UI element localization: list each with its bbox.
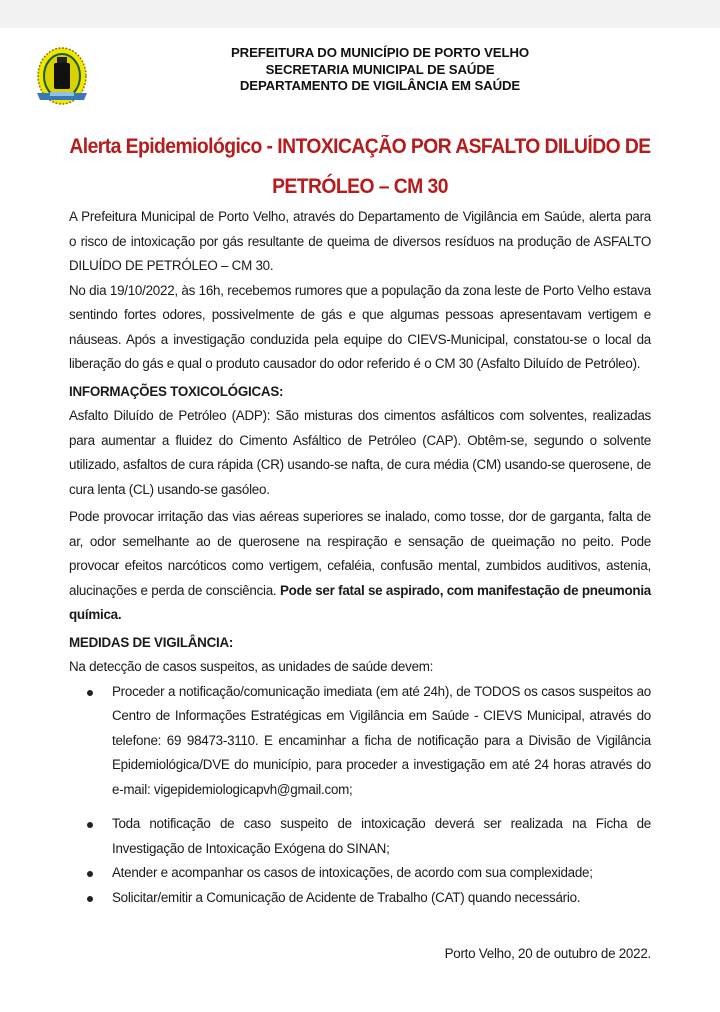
effects-text: Pode provocar irritação das vias aéreas superiores se inalado, como tosse, dor de garganta, falta de ar, odor semelhante ao de querosene na respiração e sensação de queimação no peito. Pode provocar efeitos narcóticos como vertigem, cefaléia, confusão mental, zumbidos auditivos, astenia, alucinações e perda de consciência. — [69, 509, 651, 598]
bullet-icon — [87, 822, 93, 828]
toxicology-heading: INFORMAÇÕES TOXICOLÓGICAS: — [69, 383, 284, 399]
signature-date: Porto Velho, 20 de outubro de 2022. — [444, 946, 651, 961]
title-line-2: PETRÓLEO – CM 30 — [272, 175, 448, 198]
list-item — [69, 861, 651, 886]
alert-title — [66, 127, 655, 207]
bullet-icon — [87, 896, 93, 902]
intro-paragraph: A Prefeitura Municipal de Porto Velho, através do Departamento de Vigilância em Saúde, alerta para o risco de intoxicação por gás resultante de queima de diversos resíduos na produção de ASFALTO DILUÍDO DE PETRÓLEO – CM 30. — [69, 209, 651, 273]
fatal-warning: Pode ser fatal se aspirado, com manifestação de pneumonia química. — [69, 582, 651, 622]
logo-shield — [54, 63, 70, 89]
coat-of-arms-icon — [34, 46, 90, 110]
event-paragraph: No dia 19/10/2022, às 16h, recebemos rumores que a população da zona leste de Porto Velho estava sentindo fortes odores, possivelmente de gás e que algumas pessoas apresentavam vertigem e náuseas. Após a investigação conduzida pela equipe do CIEVS-Municipal, constatou-se o local da liberação do gás e qual o produto causador do odor referido é o CM 30 (Asfalto Diluído de Petróleo). — [69, 282, 651, 371]
list-item-text: Solicitar/emitir a Comunicação de Acidente de Trabalho (CAT) quando necessário. — [112, 889, 581, 905]
list-item-text: Atender e acompanhar os casos de intoxicações, de acordo com sua complexidade; — [112, 865, 593, 880]
bullet-icon — [87, 690, 93, 696]
document-header — [160, 45, 600, 95]
surveillance-list — [69, 680, 651, 911]
header-line-prefeitura: PREFEITURA DO MUNICÍPIO DE PORTO VELHO — [230, 45, 530, 60]
header-line-departamento: DEPARTAMENTO DE VIGILÂNCIA EM SAÚDE — [239, 78, 521, 93]
list-item — [69, 680, 651, 803]
list-item-text: Proceder a notificação/comunicação imediata (em até 24h), de TODOS os casos suspeitos ao Centro de Informações Estratégicas em Vigilância em Saúde - CIEVS Municipal, através do telefone: 69 98473-3110. E encaminhar a ficha de notificação para a Divisão de Vigilância Epidemiológica/DVE do município, para proceder a investigação em até 24 horas através do e-mail: vigepidemiologicapvh@gmail.com; — [112, 683, 651, 797]
list-item — [69, 812, 651, 861]
header-line-secretaria: SECRETARIA MUNICIPAL DE SAÚDE — [265, 61, 495, 77]
surveillance-intro: Na detecção de casos suspeitos, as unidades de saúde devem: — [69, 659, 434, 674]
bullet-icon — [87, 871, 93, 877]
title-line-1: Alerta Epidemiológico - INTOXICAÇÃO POR ASFALTO DILUÍDO DE — [69, 135, 651, 158]
toxicology-definition: Asfalto Diluído de Petróleo (ADP): São misturas dos cimentos asfálticos com solventes, realizadas para aumentar a fluidez do Cimento Asfáltico de Petróleo (CAP). Obtêm-se, segundo o solvente utilizado, asfaltos de cura rápida (CR) usando-se nafta, de cura média (CM) usando-se querosene, de cura lenta (CL) usando-se gasóleo. — [69, 408, 651, 497]
list-item-text: Toda notificação de caso suspeito de intoxicação deverá ser realizada na Ficha de Investigação de Intoxicação Exógena do SINAN; — [112, 816, 651, 856]
toxicology-effects — [69, 505, 651, 628]
surveillance-heading: MEDIDAS DE VIGILÂNCIA: — [69, 634, 234, 650]
viewer-top-bar — [0, 0, 720, 28]
list-item — [69, 886, 651, 911]
document-body — [69, 205, 651, 910]
